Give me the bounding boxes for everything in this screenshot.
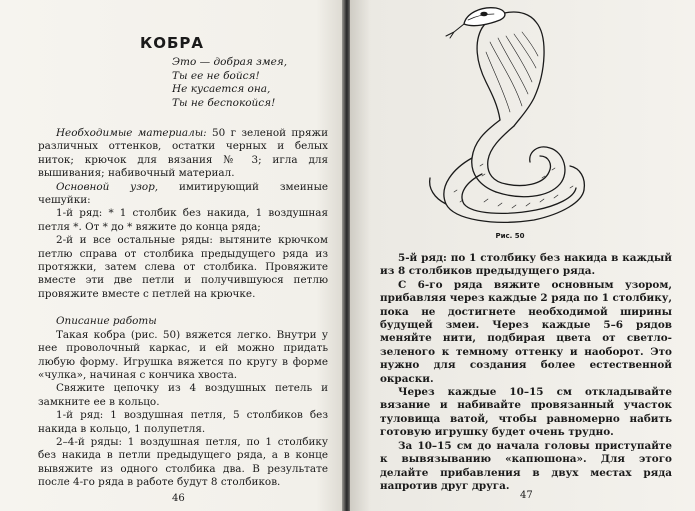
page-number-right: 47 (520, 490, 533, 501)
right-body-text (380, 252, 672, 493)
right-paragraph-4: За 10–15 см до начала головы приступайте к вывязыванию «капюшона». Для этого делайте прибавления в двух местах ряда напротив друг друга. (380, 439, 672, 492)
epigraph-poem (172, 56, 332, 110)
pattern-label-tail: имитирующий змеиные чешуйки: (38, 180, 328, 207)
row2-paragraph: 2-й и все остальные ряды: вытяните крючком петлю справа от столбика предыдущего ряда из протяжки, затем слева от столбика. Провяжите вместе эти две петли и получившуюся петлю провяжите вместе с петлей на крючке. (38, 234, 328, 300)
right-paragraph-3: Через каждые 10–15 см откладывайте вязание и набивайте провязанный участок туловища ватой, чтобы равномерно набить готовую игрушку будет очень трудно. (380, 386, 672, 439)
work-paragraph-3: 1-й ряд: 1 воздушная петля, 5 столбиков без накида в кольцо, 1 полупетля. (38, 409, 328, 435)
poem-line: Ты ее не бойся! (172, 69, 260, 82)
work-paragraph-1: Такая кобра (рис. 50) вяжется легко. Внутри у нее проволочный каркас, и ей можно придать любую форму. Игрушка вяжется по кругу в форме «чулка», начиная с кончика хвоста. (38, 328, 328, 381)
page-number-left: 46 (172, 493, 185, 504)
pattern-label: Основной узор, (56, 180, 159, 193)
cobra-illustration (424, 2, 594, 230)
right-paragraph-1: 5-й ряд: по 1 столбику без накида в каждый из 8 столбиков предыдущего ряда. (380, 252, 672, 278)
page-title: КОБРА (139, 34, 205, 52)
materials-text: 50 г зеленой пряжи различных оттенков, остатки черных и белых ниток; крючок для вязания № 3; игла для вышивания; набивочный материал. (38, 127, 328, 180)
work-paragraph-2: Свяжите цепочку из 4 воздушных петель и замкните ее в кольцо. (38, 382, 328, 408)
work-heading: Описание работы (56, 315, 157, 328)
poem-line: Не кусается она, (172, 83, 271, 96)
figure-caption: Рис. 50 (495, 232, 525, 240)
materials-label: Необходимые материалы: (56, 127, 207, 139)
poem-line: Это — добрая змея, (172, 56, 288, 68)
work-paragraph-4: 2–4-й ряды: 1 воздушная петля, по 1 столбику без накида в петли предыдущего ряда, а в конце вывяжите из одного столбика два. В результате после 4-го ряда в работе будут 8 столбиков. (38, 435, 328, 489)
row1-paragraph: 1-й ряд: * 1 столбик без накида, 1 воздушная петля *. От * до * вяжите до конца ряда; (38, 207, 328, 233)
poem-line: Ты не беспокойся! (172, 96, 276, 109)
right-page (350, 0, 695, 511)
right-paragraph-2: С 6-го ряда вяжите основным узором, прибавляя через каждые 2 ряда по 1 столбику, пока не достигнете необходимой ширины будущей змеи. Через каждые 5–6 рядов меняйте нити, подбирая цвета от светло-зеленого к темному оттенку и наоборот. Это нужно для создания более естественной окраски. (380, 278, 672, 385)
pattern-paragraph (38, 181, 328, 208)
left-body-text (38, 127, 328, 490)
materials-paragraph (38, 127, 328, 181)
left-page (0, 0, 344, 511)
